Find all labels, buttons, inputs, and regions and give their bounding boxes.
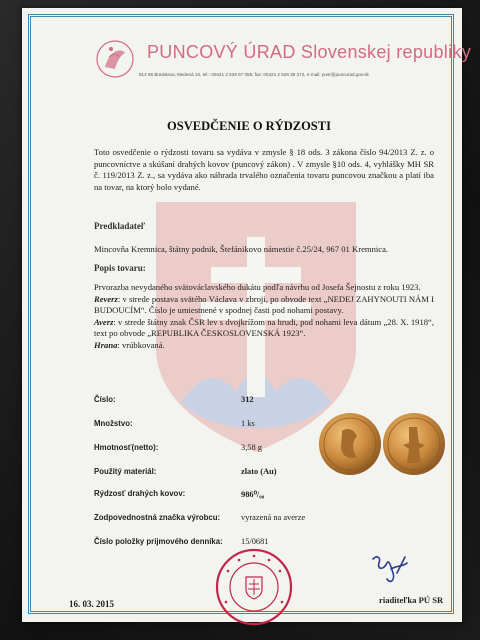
- field-value: 1 ks: [241, 419, 255, 428]
- field-label: Číslo položky prijmového denníka:: [94, 537, 223, 546]
- obverse-text: : v strede štátny znak ČSR lev s dvojkrížom na hrudi, pod nohami leva dátum „28. X. 1918“, text po obvode „REPUBLIKA ČESKOSLOVENSKÁ 1923“.: [94, 316, 434, 339]
- edge-label: Hrana: [94, 339, 118, 350]
- field-label: Použitý materiál:: [94, 467, 157, 476]
- field-label: Rýdzosť drahých kovov:: [94, 489, 186, 498]
- field-value: 986⁰/₀₀: [241, 490, 265, 499]
- description-heading: Popis tovaru:: [94, 263, 146, 273]
- field-value: 3,58 g: [241, 443, 262, 452]
- issuer-heading: Predkladateľ: [94, 221, 146, 231]
- coin-photos: [317, 409, 447, 479]
- description-line: Prvorazba nevydaného svätováclavského dukátu podľa návrhu od Josefa Šejnostu z roku 1923.: [94, 282, 421, 292]
- field-value: vyrazená na averze: [241, 513, 306, 522]
- issuer-text: Mincovňa Kremnica, štátny podnik, Štefánikovo námestie č.25/24, 967 01 Kremnica.: [94, 244, 389, 254]
- certificate-paper: [22, 8, 472, 622]
- field-label: Zodpovednostná značka výrobcu:: [94, 513, 221, 522]
- edge-text: : vrúbkovaná.: [117, 339, 165, 350]
- field-value: 15/0681: [241, 537, 269, 546]
- intro-paragraph: Toto osvedčenie o rýdzosti tovaru sa vydáva v zmysle § 18 ods. 3 zákona číslo 94/2013 Z. z. o puncovníctve a skúšaní drahých kovov (puncový zákon) . V zmysle §10 ods. 4, vyhlášky MH SR č. 119/2013 Z. z., sa vydáva ako náhrada trvalého označenia tovaru puncovou značkou a platí iba na tovar, na ktorý bolo vydané.: [94, 147, 434, 192]
- field-value: zlato (Au): [241, 467, 277, 476]
- office-logo-icon: [95, 37, 135, 81]
- signature: [367, 549, 417, 589]
- field-label: Hmotnosť(netto):: [94, 443, 159, 452]
- obverse-label: Averz: [94, 316, 114, 327]
- organization-address: 814 56 Bratislava, Medená 10, tel.: 00421 2 529 67 055, fax: 00421 2 526 35 272, e-mail: pusr@puncurad.gov.sk: [139, 72, 369, 77]
- official-stamp: [214, 547, 294, 627]
- signer-title: riaditeľka PÚ SR: [379, 595, 444, 605]
- coin-obverse-photo: [319, 413, 381, 475]
- reverse-text: : v strede postava svätého Václava v zbroji, po obvode text „NEDEJ ZAHYNOUTI NÁM I BUDOUCÍM“. Číslo je umiestnené v spodnej časti pod nohami postavy.: [94, 293, 434, 316]
- issue-date: 16. 03. 2015: [69, 599, 114, 609]
- organization-name: PUNCOVÝ ÚRAD Slovenskej republiky: [147, 42, 472, 62]
- certificate-body: [39, 27, 472, 609]
- field-label: Množstvo:: [94, 419, 133, 428]
- reverse-label: Reverz: [94, 293, 118, 304]
- coin-reverse-photo: [383, 413, 445, 475]
- certificate-border: [28, 14, 472, 614]
- field-value: 312: [241, 395, 254, 404]
- field-label: Číslo:: [94, 395, 116, 404]
- description-block: [94, 282, 434, 352]
- document-title: OSVEDČENIE O RÝDZOSTI: [167, 119, 331, 133]
